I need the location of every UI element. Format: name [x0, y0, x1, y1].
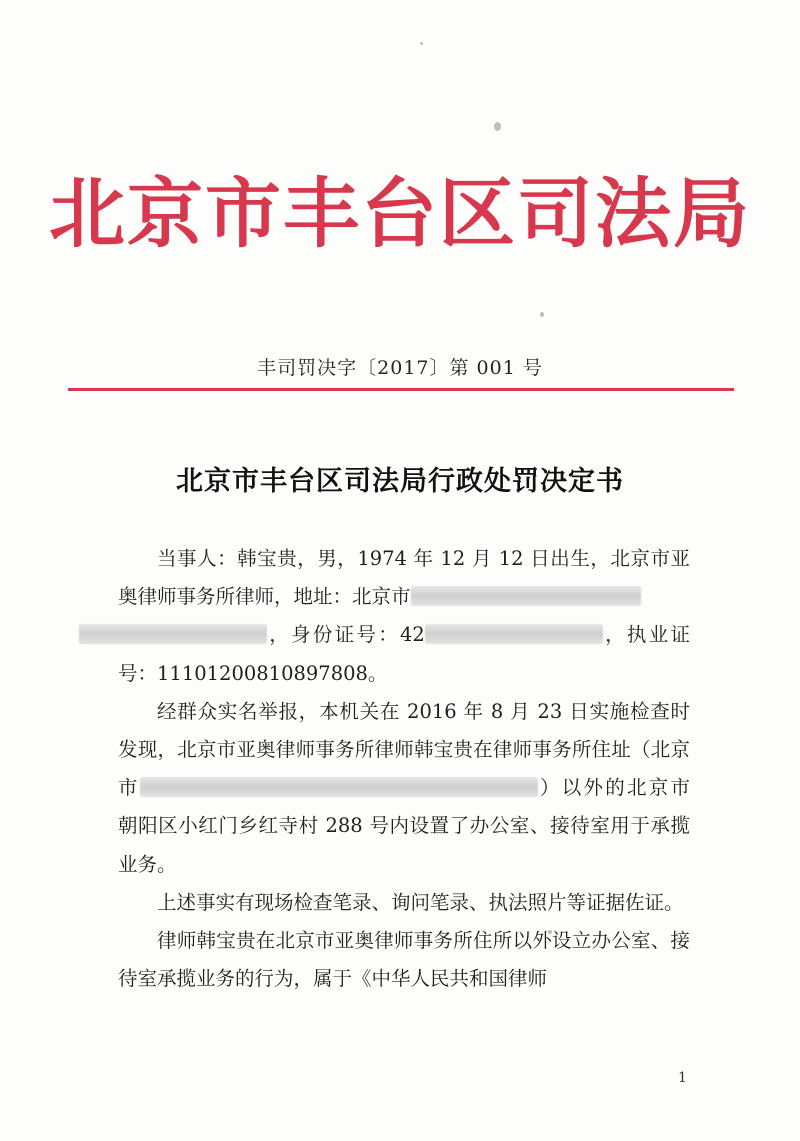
- redacted-address-cont: [79, 624, 267, 644]
- scan-speck: [540, 312, 544, 317]
- scan-speck: [420, 42, 423, 45]
- paragraph-evidence: 上述事实有现场检查笔录、询问笔录、执法照片等证据佐证。: [157, 890, 684, 914]
- header-divider: [68, 388, 734, 391]
- redacted-address: [411, 586, 641, 606]
- document-body: [118, 540, 690, 998]
- facts-text-1: 经群众实名举报，本机关在 2016 年 8 月 23 日实施检查时发现，北京市亚奥律师事务所律师韩宝贵在律师事务所住址（北京市: [118, 699, 690, 800]
- redacted-firm-address: [140, 777, 538, 797]
- scan-speck: [494, 122, 501, 131]
- paragraph-party: [118, 540, 690, 693]
- party-text-1: 当事人：韩宝贵，男，1974 年 12 月 12 日出生，北京市亚奥律师事务所律师，地址：北京市: [118, 547, 690, 609]
- paragraph-violation: 律师韩宝贵在北京市亚奥律师事务所住所以外设立办公室、接待室承揽业务的行为，属于《中华人民共和国律师: [118, 929, 690, 991]
- paragraph-facts: [118, 693, 690, 884]
- facts-text-2: ）以外的北京市朝阳区小红门乡红寺村 288 号内设置了办公室、接待室用于承揽业务。: [118, 776, 690, 876]
- party-text-3: ，执业证号：11101200810897808。: [118, 623, 690, 685]
- document-title: 北京市丰台区司法局行政处罚决定书: [176, 466, 624, 497]
- organization-header: 北京市丰台区司法局: [49, 169, 751, 258]
- party-text-2: ，身份证号：42: [267, 623, 425, 647]
- page-number: 1: [678, 1070, 687, 1086]
- redacted-id-number: [425, 624, 603, 644]
- document-number: 丰司罚决字〔2017〕第 001 号: [257, 357, 543, 379]
